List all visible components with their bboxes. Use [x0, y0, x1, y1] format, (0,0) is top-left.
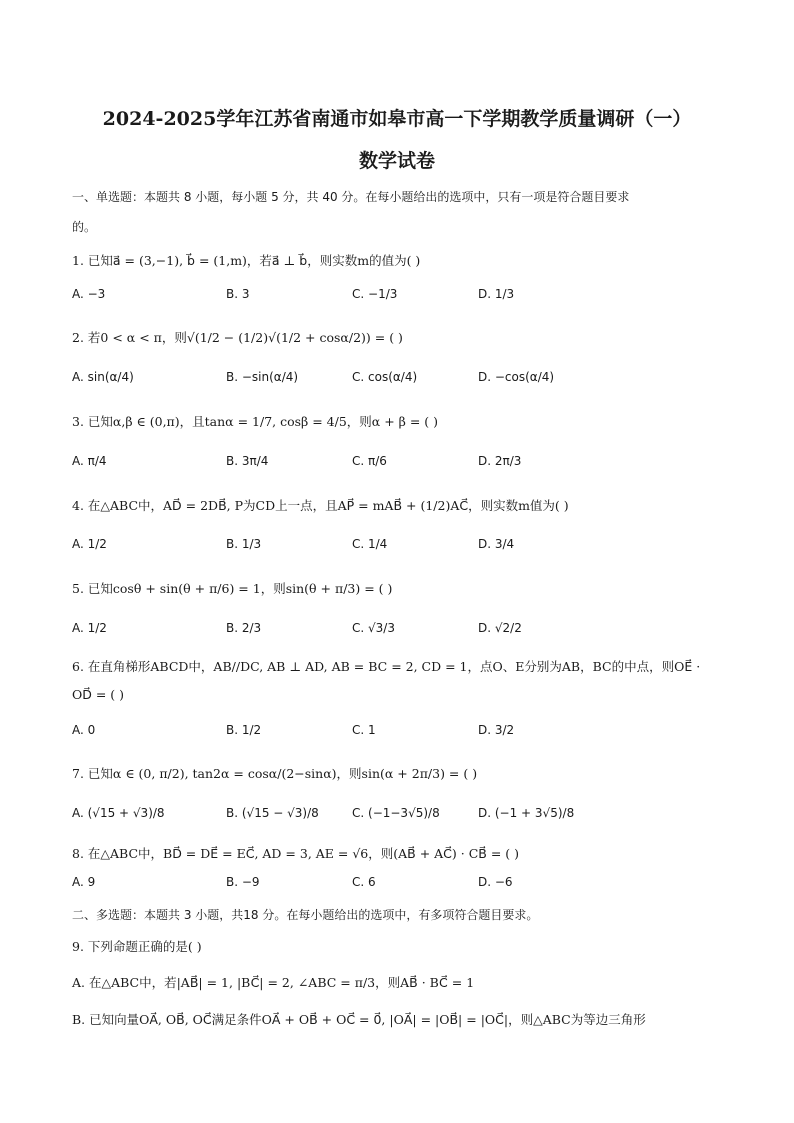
option-a[interactable]: A. (√15 + √3)/8 [72, 806, 165, 820]
section-heading-2: 二、多选题：本题共 3 小题，共18 分。在每小题给出的选项中，有多项符合题目要求。 [72, 908, 539, 922]
section-heading-1-cont: 的。 [72, 220, 97, 234]
question-7-stem: 7. 已知α ∈ (0, π/2), tan2α = cosα/(2−sinα)，则sin(α + 2π/3) = ( ) [72, 766, 478, 781]
question-4-options [72, 537, 722, 561]
question-1-options [72, 287, 722, 311]
option-a[interactable]: A. 1/2 [72, 621, 107, 635]
option-a[interactable]: A. 1/2 [72, 537, 107, 551]
page-subtitle: 数学试卷 [358, 150, 435, 172]
question-3-options [72, 454, 722, 478]
option-a[interactable]: A. 0 [72, 723, 96, 737]
option-a[interactable]: A. 9 [72, 875, 96, 889]
question-3-stem: 3. 已知α,β ∈ (0,π)，且tanα = 1/7, cosβ = 4/5，则α + β = ( ) [72, 414, 439, 429]
option-c[interactable]: C. cos(α/4) [352, 370, 418, 384]
option-b[interactable]: B. 2/3 [226, 621, 262, 635]
option-b[interactable]: B. 3 [226, 287, 250, 301]
option-b[interactable]: B. 1/2 [226, 723, 262, 737]
option-a[interactable]: A. −3 [72, 287, 106, 301]
option-b[interactable]: B. (√15 − √3)/8 [226, 806, 319, 820]
page-title: 2024-2025学年江苏省南通市如皋市高一下学期教学质量调研（一） [102, 108, 692, 130]
option-b[interactable]: B. −sin(α/4) [226, 370, 299, 384]
question-6-stem-cont: OD⃗ = ( ) [72, 687, 125, 702]
question-6-stem: 6. 在直角梯形ABCD中，AB//DC, AB ⊥ AD, AB = BC = 2, CD = 1，点O、E分别为AB，BC的中点，则OE⃗ · [72, 659, 701, 674]
option-c[interactable]: C. π/6 [352, 454, 387, 468]
question-4-stem: 4. 在△ABC中，AD⃗ = 2DB⃗, P为CD上一点，且AP⃗ = mAB⃗ + (1/2)AC⃗，则实数m值为( ) [72, 498, 569, 513]
option-d[interactable]: D. 2π/3 [478, 454, 522, 468]
option-c[interactable]: C. 1/4 [352, 537, 388, 551]
question-2-stem: 2. 若0 < α < π，则√(1/2 − (1/2)√(1/2 + cosα/2)) = ( ) [72, 330, 403, 345]
option-a[interactable]: A. π/4 [72, 454, 107, 468]
section-heading-1: 一、单选题：本题共 8 小题，每小题 5 分，共 40 分。在每小题给出的选项中，只有一项是符合题目要求 [72, 190, 630, 204]
question-8-options [72, 875, 722, 899]
option-d[interactable]: D. −6 [478, 875, 513, 889]
question-7-options [72, 806, 722, 830]
question-6-options [72, 723, 722, 747]
question-9-stem: 9. 下列命题正确的是( ) [72, 939, 202, 954]
question-5-options [72, 621, 722, 645]
option-c[interactable]: C. (−1−3√5)/8 [352, 806, 440, 820]
option-d[interactable]: D. 3/4 [478, 537, 515, 551]
option-d[interactable]: D. √2/2 [478, 621, 522, 635]
question-5-stem: 5. 已知cosθ + sin(θ + π/6) = 1，则sin(θ + π/3) = ( ) [72, 581, 393, 596]
option-d[interactable]: D. (−1 + 3√5)/8 [478, 806, 575, 820]
option-b[interactable]: B. −9 [226, 875, 260, 889]
option-c[interactable]: C. −1/3 [352, 287, 398, 301]
option-a[interactable]: A. sin(α/4) [72, 370, 134, 384]
option-b[interactable]: B. 1/3 [226, 537, 262, 551]
question-9-option-a[interactable]: A. 在△ABC中，若|AB⃗| = 1, |BC⃗| = 2, ∠ABC = π/3，则AB⃗ · BC⃗ = 1 [72, 975, 475, 990]
option-c[interactable]: C. 6 [352, 875, 376, 889]
option-d[interactable]: D. 3/2 [478, 723, 515, 737]
option-c[interactable]: C. 1 [352, 723, 376, 737]
option-b[interactable]: B. 3π/4 [226, 454, 269, 468]
question-8-stem: 8. 在△ABC中，BD⃗ = DE⃗ = EC⃗, AD = 3, AE = √6，则(AB⃗ + AC⃗) · CB⃗ = ( ) [72, 846, 519, 861]
question-2-options [72, 370, 722, 394]
option-d[interactable]: D. 1/3 [478, 287, 515, 301]
option-d[interactable]: D. −cos(α/4) [478, 370, 555, 384]
option-c[interactable]: C. √3/3 [352, 621, 395, 635]
question-9-option-b[interactable]: B. 已知向量OA⃗, OB⃗, OC⃗满足条件OA⃗ + OB⃗ + OC⃗ = 0⃗, |OA⃗| = |OB⃗| = |OC⃗|，则△ABC为等边三角形 [72, 1012, 646, 1027]
question-1-stem: 1. 已知a⃗ = (3,−1), b⃗ = (1,m)，若a⃗ ⊥ b⃗，则实数m的值为( ) [72, 253, 421, 268]
